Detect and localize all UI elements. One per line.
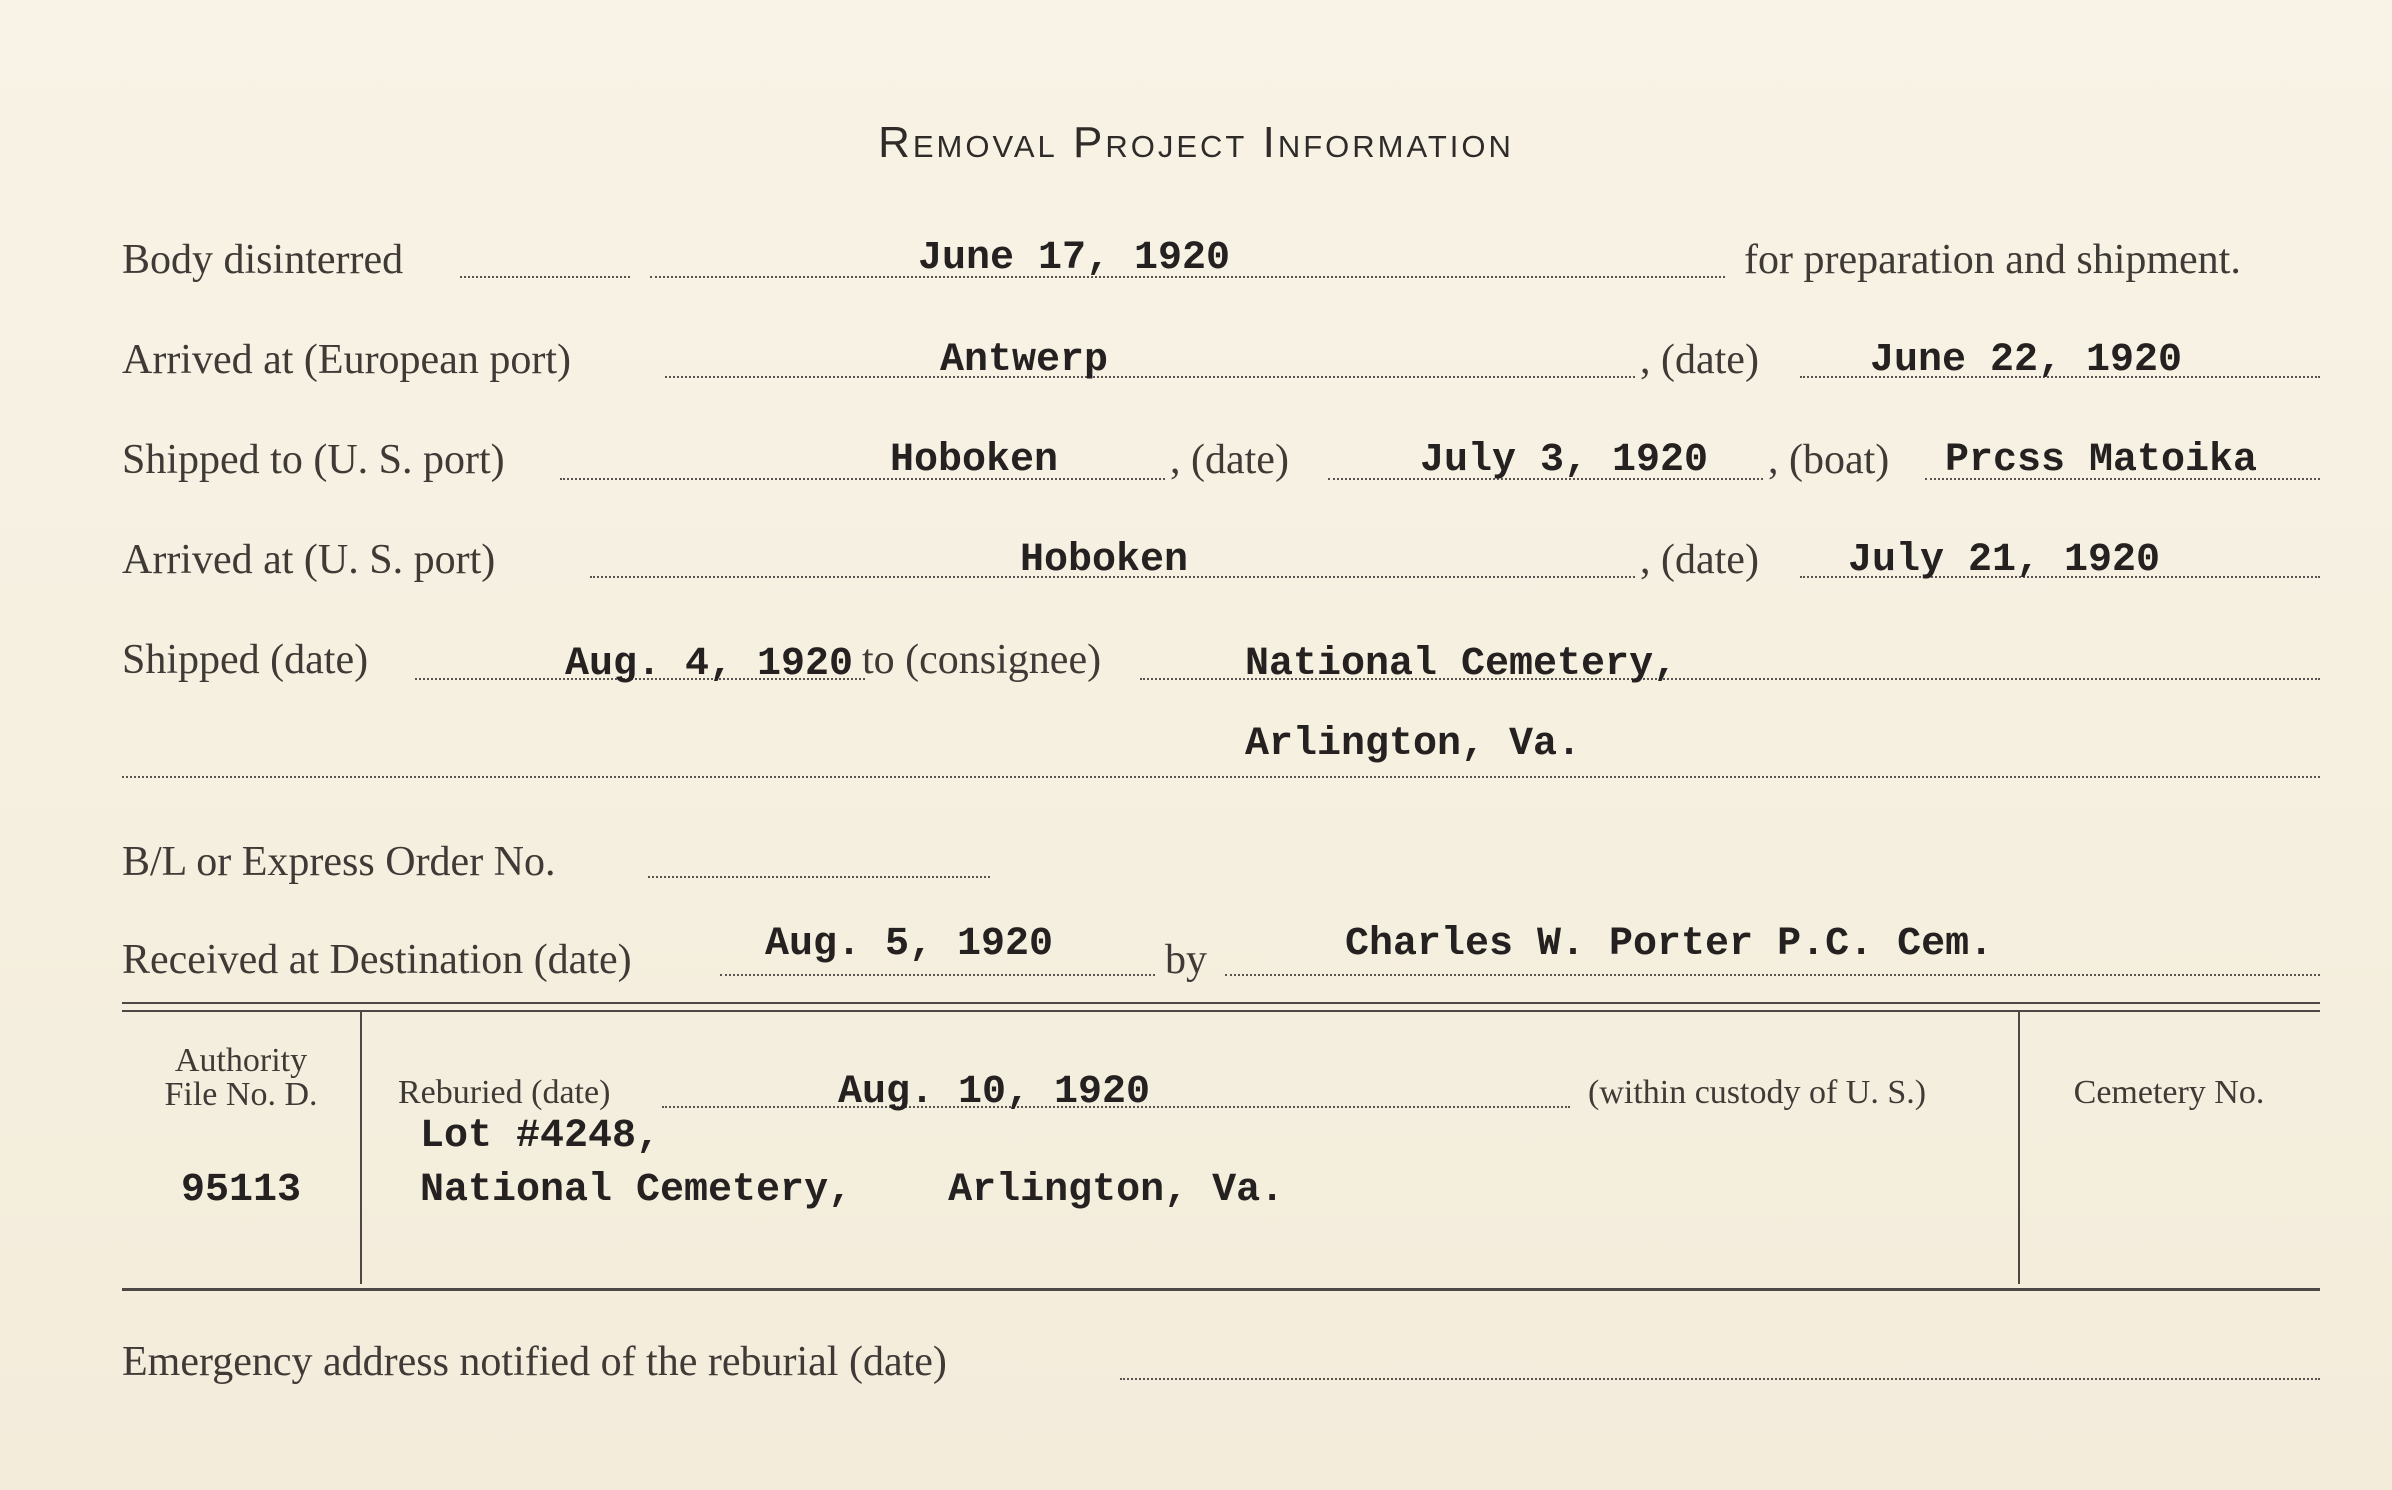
authority-label-1: Authority (174, 1042, 308, 1079)
dotted-line (720, 974, 1155, 976)
reburied-date: Aug. 10, 1920 (838, 1070, 1151, 1115)
dotted-line (665, 376, 1635, 378)
box-top-rule (122, 1002, 2320, 1004)
arrived-us-port: Hoboken (1020, 538, 1189, 583)
cemetery-no-label: Cemetery No. (2073, 1074, 2265, 1111)
european-port-label: Arrived at (European port) (122, 337, 571, 383)
received-label: Received at Destination (date) (122, 937, 632, 983)
reburial-lot: Lot #4248, (420, 1114, 661, 1159)
dotted-line (122, 776, 2320, 778)
disinterred-label: Body disinterred (122, 237, 404, 283)
dotted-line (1120, 1378, 2320, 1380)
dotted-line (1225, 974, 2320, 976)
reburial-location: National Cemetery, Arlington, Va. (420, 1168, 1285, 1213)
emergency-label: Emergency address notified of the reburial (date) (122, 1339, 947, 1385)
custody-note: (within custody of U. S.) (1588, 1074, 1927, 1111)
consignee-line-2: Arlington, Va. (1245, 722, 1582, 767)
received-by-label: by (1165, 937, 1207, 983)
received-by: Charles W. Porter P.C. Cem. (1345, 922, 1994, 967)
bl-label: B/L or Express Order No. (122, 839, 556, 885)
dotted-line (648, 876, 990, 878)
arrived-us-label: Arrived at (U. S. port) (122, 537, 496, 583)
shipped-us-date-label: , (date) (1170, 437, 1289, 483)
consignee-label: to (consignee) (862, 637, 1102, 683)
authority-label-2: File No. D. (164, 1076, 318, 1113)
page-title: Removal Project Information (878, 118, 1514, 167)
shipped-us-label: Shipped to (U. S. port) (122, 437, 505, 483)
arrived-us-date: July 21, 1920 (1848, 538, 2161, 583)
authority-file-no: 95113 (180, 1168, 302, 1213)
european-port-date: June 22, 1920 (1870, 338, 2183, 383)
box-divider (360, 1012, 362, 1284)
european-port-date-label: , (date) (1640, 337, 1759, 383)
box-bottom-rule (122, 1288, 2320, 1291)
dotted-line (560, 478, 1165, 480)
received-date: Aug. 5, 1920 (765, 922, 1054, 967)
shipped-date-label: Shipped (date) (122, 637, 369, 683)
disinterred-suffix: for preparation and shipment. (1744, 237, 2241, 283)
shipped-us-boat: Prcss Matoika (1945, 438, 2258, 483)
european-port-value: Antwerp (940, 338, 1109, 383)
reburied-label: Reburied (date) (398, 1074, 611, 1111)
box-top-rule (122, 1010, 2320, 1012)
box-divider (2018, 1012, 2020, 1284)
consignee-line-1: National Cemetery, (1245, 642, 1678, 687)
shipped-date: Aug. 4, 1920 (565, 642, 854, 687)
disinterred-date: June 17, 1920 (918, 236, 1231, 281)
arrived-us-date-label: , (date) (1640, 537, 1759, 583)
shipped-us-date: July 3, 1920 (1420, 438, 1709, 483)
shipped-us-boat-label: , (boat) (1768, 437, 1890, 483)
dotted-line (460, 276, 630, 278)
shipped-us-port: Hoboken (890, 438, 1059, 483)
